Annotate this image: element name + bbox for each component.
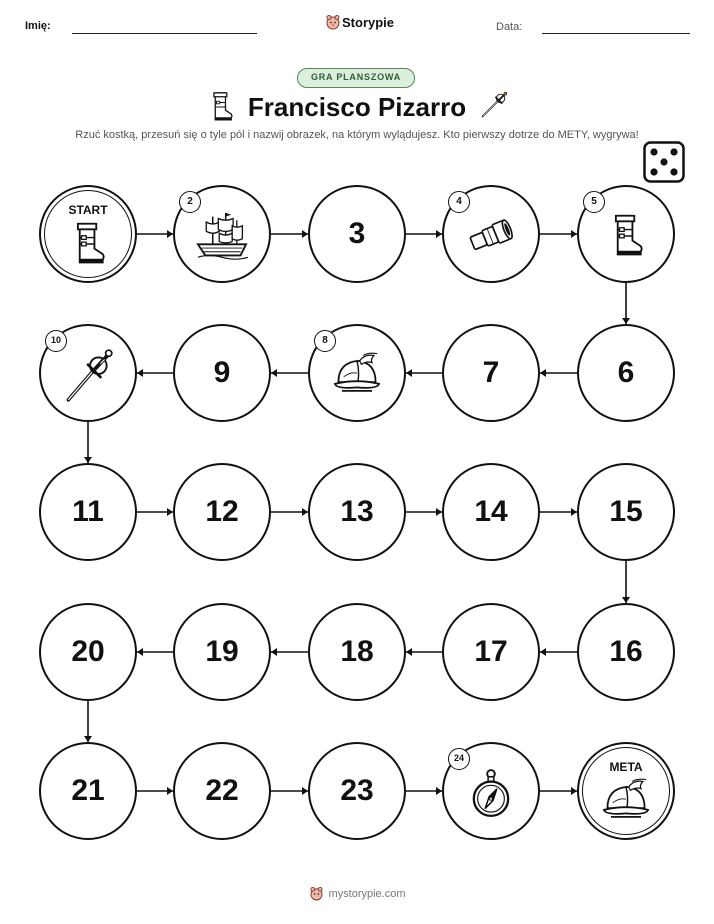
path-arrow-14: [540, 508, 577, 516]
space-number: 11: [72, 495, 104, 528]
board-space-14[interactable]: [442, 463, 540, 561]
path-arrow-15: [622, 561, 630, 603]
board-space-18[interactable]: [308, 603, 406, 701]
board-space-5[interactable]: [577, 185, 675, 283]
path-arrow-9: [137, 369, 173, 377]
board-space-2[interactable]: [173, 185, 271, 283]
sword-icon: [62, 346, 114, 409]
path-arrow-21: [137, 787, 173, 795]
space-number-badge: 10: [45, 330, 67, 352]
space-number-badge: 24: [448, 748, 470, 770]
space-number: 12: [205, 495, 239, 528]
board-space-13[interactable]: [308, 463, 406, 561]
board-space-22[interactable]: [173, 742, 271, 840]
space-number: 9: [213, 356, 231, 389]
path-arrow-5: [622, 283, 630, 324]
path-arrow-22: [271, 787, 308, 795]
board-space-12[interactable]: [173, 463, 271, 561]
instructions-text: Rzuć kostką, przesuń się o tyle pól i nazwij obrazek, na którym wylądujesz. Kto pierwszy dotrze do METY, wygrywa!: [75, 129, 639, 141]
board-space-6[interactable]: [577, 324, 675, 422]
compass-icon: [470, 768, 512, 823]
date-line[interactable]: [542, 33, 690, 34]
space-number-badge: 2: [179, 191, 201, 213]
space-number: 20: [71, 635, 105, 668]
path-arrow-24: [540, 787, 577, 795]
board-space-21[interactable]: [39, 742, 137, 840]
space-number: 22: [205, 774, 239, 807]
board-space-24[interactable]: [442, 742, 540, 840]
board-space-8[interactable]: [308, 324, 406, 422]
space-number: 21: [71, 774, 105, 807]
name-line[interactable]: [72, 33, 257, 34]
space-number-badge: 5: [583, 191, 605, 213]
helmet-icon: [333, 352, 381, 403]
board-space-19[interactable]: [173, 603, 271, 701]
space-number: 14: [474, 495, 508, 528]
path-arrow-1: [137, 230, 173, 238]
space-number: 3: [348, 217, 366, 250]
path-arrow-10: [84, 422, 92, 463]
board-space-16[interactable]: [577, 603, 675, 701]
helmet-icon: [602, 778, 650, 829]
board-space-15[interactable]: [577, 463, 675, 561]
path-arrow-17: [406, 648, 442, 656]
space-number-badge: 4: [448, 191, 470, 213]
path-arrow-12: [271, 508, 308, 516]
date-label: Data:: [496, 21, 523, 33]
path-arrow-23: [406, 787, 442, 795]
board-space-9[interactable]: [173, 324, 271, 422]
board-space-17[interactable]: [442, 603, 540, 701]
path-arrow-20: [84, 701, 92, 742]
board-space-7[interactable]: [442, 324, 540, 422]
board-space-3[interactable]: [308, 185, 406, 283]
footer-url[interactable]: mystorypie.com: [328, 888, 406, 900]
space-number: 17: [474, 635, 508, 668]
board-space-4[interactable]: [442, 185, 540, 283]
path-arrow-8: [271, 369, 308, 377]
space-number: 23: [340, 774, 374, 807]
path-arrow-7: [406, 369, 442, 377]
brand-logo-icon: [326, 14, 340, 30]
space-number: 7: [482, 356, 500, 389]
path-arrow-11: [137, 508, 173, 516]
board-space-23[interactable]: [308, 742, 406, 840]
path-arrow-18: [271, 648, 308, 656]
boot-icon: [607, 213, 645, 264]
page-title: Francisco Pizarro: [247, 92, 467, 122]
start-label: START: [68, 203, 108, 217]
space-number: 19: [205, 635, 239, 668]
path-arrow-2: [271, 230, 308, 238]
finish-space[interactable]: [577, 742, 675, 840]
board-space-20[interactable]: [39, 603, 137, 701]
space-number: 15: [609, 495, 643, 528]
board-space-10[interactable]: [39, 324, 137, 422]
start-space[interactable]: [39, 185, 137, 283]
dice-five-icon: [643, 141, 685, 188]
path-arrow-13: [406, 508, 442, 516]
path-arrow-16: [540, 648, 577, 656]
path-arrow-19: [137, 648, 173, 656]
space-number: 18: [340, 635, 374, 668]
ship-icon: [194, 211, 250, 266]
name-label: Imię:: [25, 20, 51, 32]
game-type-badge: GRA PLANSZOWA: [297, 68, 415, 88]
path-arrow-4: [540, 230, 577, 238]
finish-label: META: [609, 760, 643, 774]
space-number-badge: 8: [314, 330, 336, 352]
title-sword-icon: [479, 90, 509, 125]
space-number: 16: [609, 635, 643, 668]
board-space-11[interactable]: [39, 463, 137, 561]
space-number: 6: [617, 356, 635, 389]
space-number: 13: [340, 495, 374, 528]
boot-icon: [69, 221, 107, 272]
spyglass-icon: [466, 216, 516, 261]
brand-name: Storypie: [342, 15, 395, 30]
path-arrow-6: [540, 369, 577, 377]
path-arrow-3: [406, 230, 442, 238]
